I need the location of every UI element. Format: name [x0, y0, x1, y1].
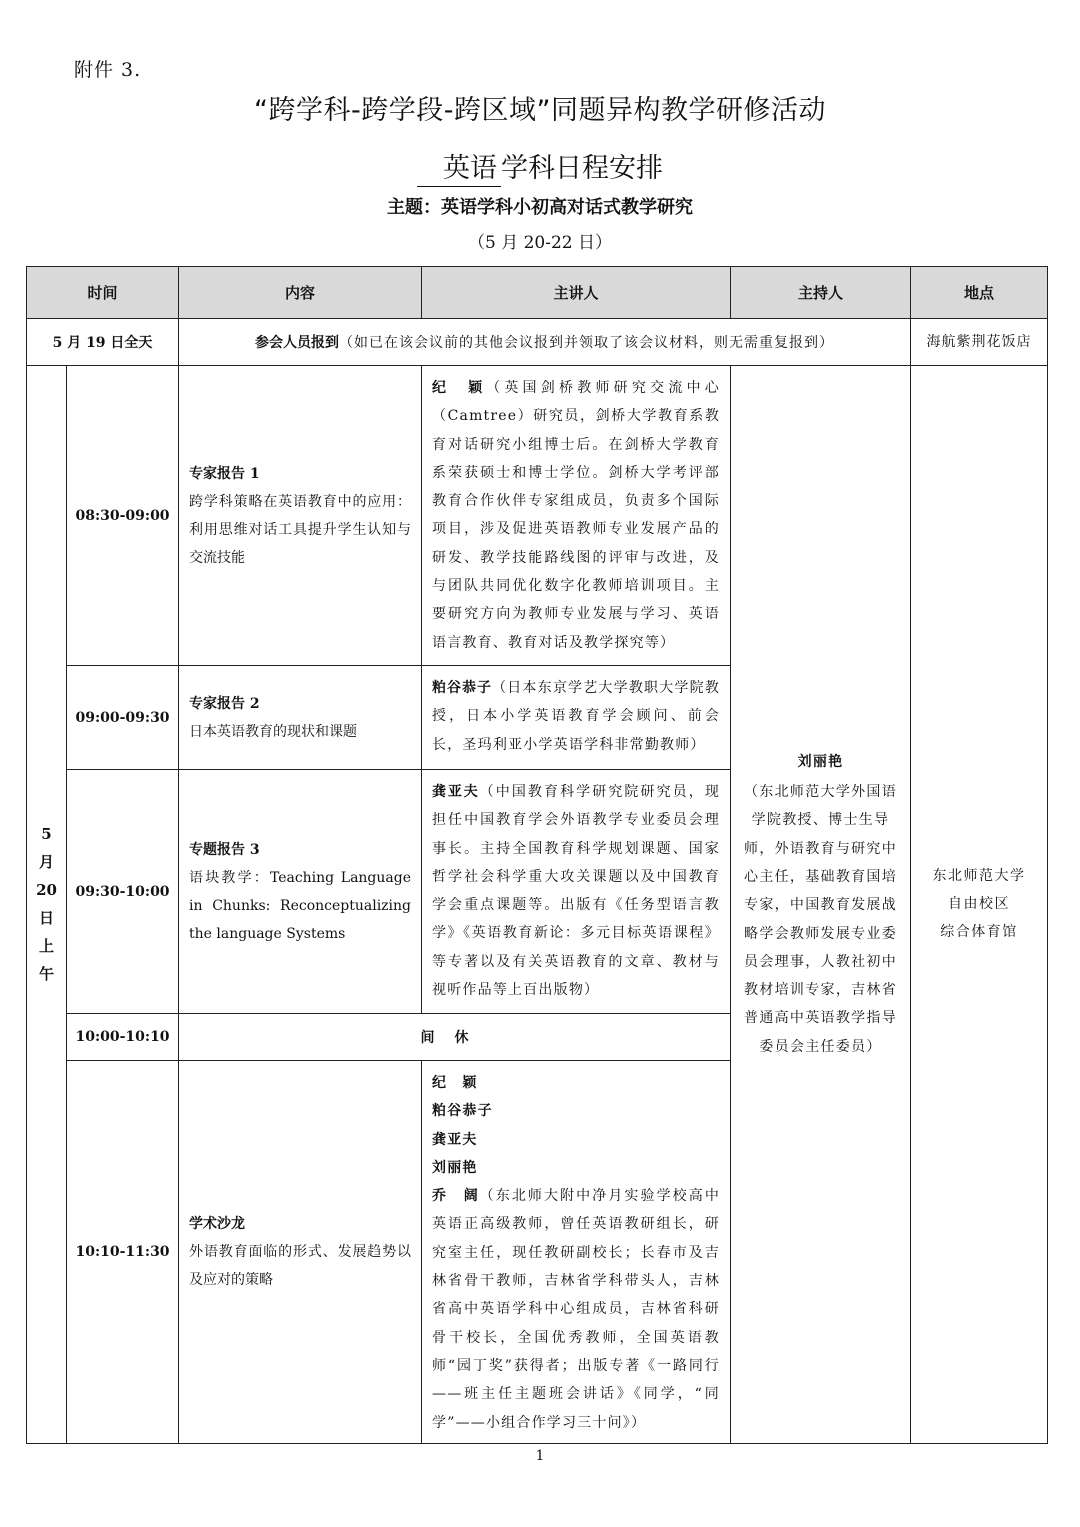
day-char: 月: [38, 853, 54, 872]
speaker-desc: （日本东京学艺大学教职大学院教授，日本小学英语教育学会顾问、前会长，圣玛利亚小学英语学科非常勤教师）: [432, 680, 721, 753]
session-title: 专题报告 3: [189, 841, 260, 858]
speaker-desc: （英国剑桥教师研究交流中心（Camtree）研究员，剑桥大学教育系教育对话研究小组博士后。在剑桥大学教育系荣获硕士和博士学位。剑桥大学考评部教育合作伙伴专家组成员，负责多个国际项目，涉及促进英语教师专业发展产品的研发、教学技能路线图的评审与改进，及与团队共同优化数字化教师培训项目。主要研究方向为教师专业发展与学习、英语语言教育、教育对话及教学探究等）: [432, 380, 721, 651]
session-speaker: [422, 666, 731, 770]
attachment-label: 附件 3.: [74, 59, 142, 81]
page-number: 1: [535, 1448, 545, 1464]
host-name: 刘丽艳: [797, 753, 844, 770]
page-subtitle: [0, 146, 1080, 187]
salon-title: 学术沙龙: [189, 1215, 246, 1232]
salon-speaker-name: 龚亚夫: [432, 1131, 478, 1148]
salon-desc: 外语教育面临的形式、发展趋势以及应对的策略: [189, 1243, 412, 1288]
registration-time: 5 月 19 日全天: [27, 319, 179, 366]
salon-time: 10:10-11:30: [67, 1061, 179, 1444]
speaker-name: 纪 颖: [432, 380, 487, 396]
day-char: 上: [38, 937, 54, 956]
subject-name: 英语: [417, 146, 501, 187]
session-time: 08:30-09:00: [67, 366, 179, 666]
header-time: 时间: [27, 267, 179, 319]
registration-note: （如已在该会议前的其他会议报到并领取了该会议材料，则无需重复报到）: [339, 335, 835, 351]
registration-label: 参会人员报到: [255, 335, 340, 351]
page-title: “跨学科-跨学段-跨区域”同题异构教学研修活动: [254, 95, 826, 126]
salon-speaker-name: 乔 阔: [432, 1188, 480, 1205]
day-char: 日: [38, 909, 54, 928]
host-cell: [731, 366, 911, 1444]
day-label: [27, 366, 67, 1444]
registration-content: [179, 319, 911, 366]
speaker-desc: （中国教育科学研究院研究员，现担任中国教育学会外语教学专业委员会理事长。主持全国教育科学规划课题、国家哲学社会科学重大攻关课题以及中国教育学会重点课题等。出版有《任务型语言教学》《英语教育新论：多元目标英语课程》等专著以及有关英语教育的文章、教材与视听作品等上百出版物）: [432, 784, 721, 999]
registration-row: [27, 319, 1048, 366]
day-char: 20: [36, 881, 57, 900]
theme-line: 主题：英语学科小初高对话式教学研究: [387, 197, 693, 218]
day-char: 5: [41, 825, 52, 844]
session-content: [179, 366, 422, 666]
session-row: [27, 366, 1048, 666]
session-time: 09:00-09:30: [67, 666, 179, 770]
session-desc: 语块教学：Teaching Language in Chunks: Reconceptualizing the language Systems: [189, 869, 412, 942]
header-venue: 地点: [911, 267, 1048, 319]
session-content: [179, 770, 422, 1014]
venue-line: 综合体育馆: [940, 924, 1018, 941]
date-range: （5 月 20-22 日）: [467, 233, 613, 253]
salon-speakers: [422, 1061, 731, 1444]
header-speaker: 主讲人: [422, 267, 731, 319]
session-title: 专家报告 1: [189, 465, 260, 482]
session-speaker: [422, 770, 731, 1014]
speaker-name: 龚亚夫: [432, 784, 480, 800]
salon-speaker-desc: （东北师大附中净月实验学校高中英语正高级教师，曾任英语教研组长，研究室主任，现任教研副校长；长春市及吉林省骨干教师，吉林省学科带头人，吉林省高中英语学科中心组成员，吉林省科研骨干校长，全国优秀教师，全国英语教师“园丁奖”获得者；出版专著《一路同行——班主任主题班会讲话》《同学，“同学”——小组合作学习三十问》）: [432, 1188, 721, 1431]
venue-line: 东北师范大学: [932, 868, 1026, 885]
subtitle-rest: 学科日程安排: [501, 153, 663, 184]
header-host: 主持人: [731, 267, 911, 319]
host-desc: （东北师范大学外国语学院教授、博士生导师，外语教育与研究中心主任，基础教育国培专家，中国教育发展战略学会教师发展专业委员会理事，人教社初中教材培训专家，吉林省普通高中英语教学指导委员会主任委员）: [744, 784, 898, 1055]
salon-speaker-name: 粕谷恭子: [432, 1103, 493, 1120]
header-row: [27, 267, 1048, 319]
session-time: 09:30-10:00: [67, 770, 179, 1014]
break-time: 10:00-10:10: [67, 1014, 179, 1061]
session-speaker: [422, 366, 731, 666]
venue-line: 自由校区: [948, 896, 1011, 913]
session-desc: 日本英语教育的现状和课题: [189, 723, 358, 740]
speaker-name: 粕谷恭子: [432, 680, 493, 696]
header-content: 内容: [179, 267, 422, 319]
session-desc: 跨学科策略在英语教育中的应用：利用思维对话工具提升学生认知与交流技能: [189, 493, 412, 566]
day-char: 午: [38, 965, 54, 984]
venue-cell: [911, 366, 1048, 1444]
break-label: 间休: [179, 1014, 731, 1061]
salon-speaker-name: 刘丽艳: [432, 1159, 478, 1176]
salon-speaker-name: 纪 颖: [432, 1075, 478, 1091]
session-title: 专家报告 2: [189, 695, 260, 712]
registration-venue: 海航紫荆花饭店: [911, 319, 1048, 366]
salon-content: [179, 1061, 422, 1444]
schedule-table: [26, 266, 1048, 1444]
session-content: [179, 666, 422, 770]
